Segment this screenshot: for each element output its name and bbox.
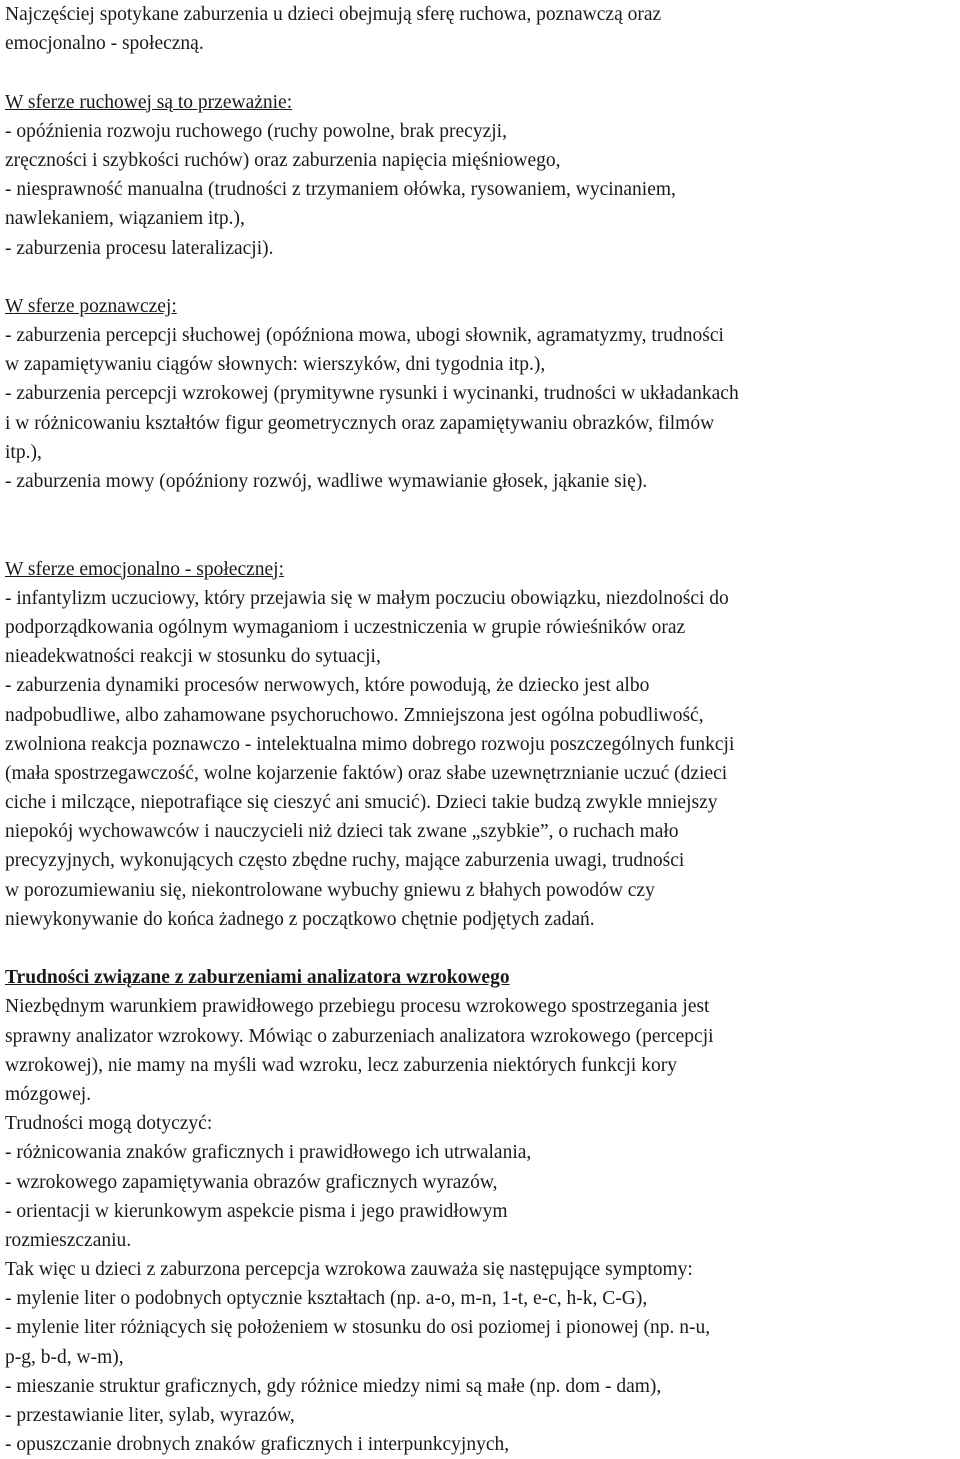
visual-line: rozmieszczaniu.: [5, 1229, 132, 1251]
cognitive-line: - zaburzenia mowy (opóźniony rozwój, wadliwe wymawianie głosek, jąkanie się).: [5, 471, 648, 492]
visual-line: wzrokowej), nie mamy na myśli wad wzroku, lecz zaburzenia niektórych funkcji kory: [5, 1054, 677, 1076]
emotional-line: podporządkowania ogólnym wymaganiom i uczestniczenia w grupie rówieśników oraz: [5, 616, 686, 638]
emotional-line: (mała spostrzegawczość, wolne kojarzenie faktów) oraz słabe uzewnętrznianie uczuć (dzieci: [5, 762, 728, 784]
emotional-line: - infantylizm uczuciowy, który przejawia się w małym poczuciu obowiązku, niezdolności do: [5, 587, 729, 609]
visual-line: - przestawianie liter, sylab, wyrazów,: [5, 1405, 295, 1427]
motor-line: - opóźnienia rozwoju ruchowego (ruchy powolne, brak precyzji,: [5, 120, 507, 142]
emotional-line: ciche i milczące, niepotrafiące się cieszyć ani smucić). Dzieci takie budzą zwykle mniejszy: [5, 792, 718, 814]
visual-line: Niezbędnym warunkiem prawidłowego przebiegu procesu wzrokowego spostrzegania jest: [5, 996, 710, 1018]
emotional-heading: W sferze emocjonalno - społecznej:: [5, 558, 285, 580]
cognitive-line: i w różnicowaniu kształtów figur geometrycznych oraz zapamiętywaniu obrazków, filmów: [5, 412, 715, 434]
emotional-section: [5, 555, 956, 934]
visual-line: mózgowej.: [5, 1083, 92, 1105]
document-page: [5, 0, 956, 1459]
emotional-line: nadpobudliwe, albo zahamowane psychoruchowo. Zmniejszona jest ogólna pobudliwość,: [5, 704, 704, 726]
motor-line: - niesprawność manualna (trudności z trzymaniem ołówka, rysowaniem, wycinaniem,: [5, 179, 676, 201]
motor-line: zręczności i szybkości ruchów) oraz zaburzenia napięcia mięśniowego,: [5, 149, 561, 171]
emotional-line: niepokój wychowawców i nauczycieli niż dzieci tak zwane „szybkie”, o ruchach mało: [5, 821, 679, 843]
visual-heading: Trudności związane z zaburzeniami analizatora wzrokowego: [5, 967, 510, 989]
emotional-line: niewykonywanie do końca żadnego z początkowo chętnie podjętych zadań.: [5, 908, 595, 930]
visual-line: Trudności mogą dotyczyć:: [5, 1113, 213, 1135]
cognitive-line: - zaburzenia percepcji wzrokowej (prymitywne rysunki i wycinanki, trudności w układankach: [5, 383, 739, 405]
motor-section: [5, 88, 956, 263]
visual-line: - opuszczanie drobnych znaków graficznych i interpunkcyjnych,: [5, 1434, 510, 1456]
motor-heading: W sferze ruchowej są to przeważnie:: [5, 91, 293, 113]
visual-section: [5, 963, 956, 1459]
visual-line: p-g, b-d, w-m),: [5, 1346, 124, 1368]
cognitive-heading: W sferze poznawczej:: [5, 295, 177, 317]
visual-line: - wzrokowego zapamiętywania obrazów graficznych wyrazów,: [5, 1171, 498, 1193]
cognitive-section: [5, 292, 956, 496]
motor-line: - zaburzenia procesu lateralizacji).: [5, 237, 274, 259]
visual-line: - mylenie liter różniących się położeniem w stosunku do osi poziomej i pionowej (np. n-u,: [5, 1317, 711, 1339]
visual-line: - orientacji w kierunkowym aspekcie pisma i jego prawidłowym: [5, 1200, 508, 1222]
visual-line: sprawny analizator wzrokowy. Mówiąc o zaburzeniach analizatora wzrokowego (percepcji: [5, 1025, 714, 1047]
visual-line: - mieszanie struktur graficznych, gdy różnice miedzy nimi są małe (np. dom - dam),: [5, 1375, 662, 1397]
emotional-line: precyzyjnych, wykonujących często zbędne ruchy, mające zaburzenia uwagi, trudności: [5, 850, 685, 872]
emotional-line: - zaburzenia dynamiki procesów nerwowych, które powodują, że dziecko jest albo: [5, 675, 650, 697]
emotional-line: zwolniona reakcja poznawczo - intelektualna mimo dobrego rozwoju poszczególnych funkcji: [5, 733, 735, 755]
emotional-line: nieadekwatności reakcji w stosunku do sytuacji,: [5, 646, 381, 668]
visual-line: - mylenie liter o podobnych optycznie kształtach (np. a-o, m-n, 1-t, e-c, h-k, C-G),: [5, 1288, 648, 1310]
intro-line: emocjonalno - społeczną.: [5, 33, 204, 55]
visual-line: - różnicowania znaków graficznych i prawidłowego ich utrwalania,: [5, 1142, 532, 1164]
motor-line: nawlekaniem, wiązaniem itp.),: [5, 208, 245, 230]
intro-paragraph: [5, 0, 956, 58]
emotional-line: w porozumiewaniu się, niekontrolowane wybuchy gniewu z błahych powodów czy: [5, 879, 655, 901]
intro-line: Najczęściej spotykane zaburzenia u dzieci obejmują sferę ruchowa, poznawczą oraz: [5, 4, 662, 25]
cognitive-line: itp.),: [5, 441, 42, 463]
cognitive-line: - zaburzenia percepcji słuchowej (opóźniona mowa, ubogi słownik, agramatyzmy, trudności: [5, 325, 724, 347]
cognitive-line: w zapamiętywaniu ciągów słownych: wierszyków, dni tygodnia itp.),: [5, 354, 546, 376]
visual-line: Tak więc u dzieci z zaburzona percepcja wzrokowa zauważa się następujące symptomy:: [5, 1259, 693, 1281]
